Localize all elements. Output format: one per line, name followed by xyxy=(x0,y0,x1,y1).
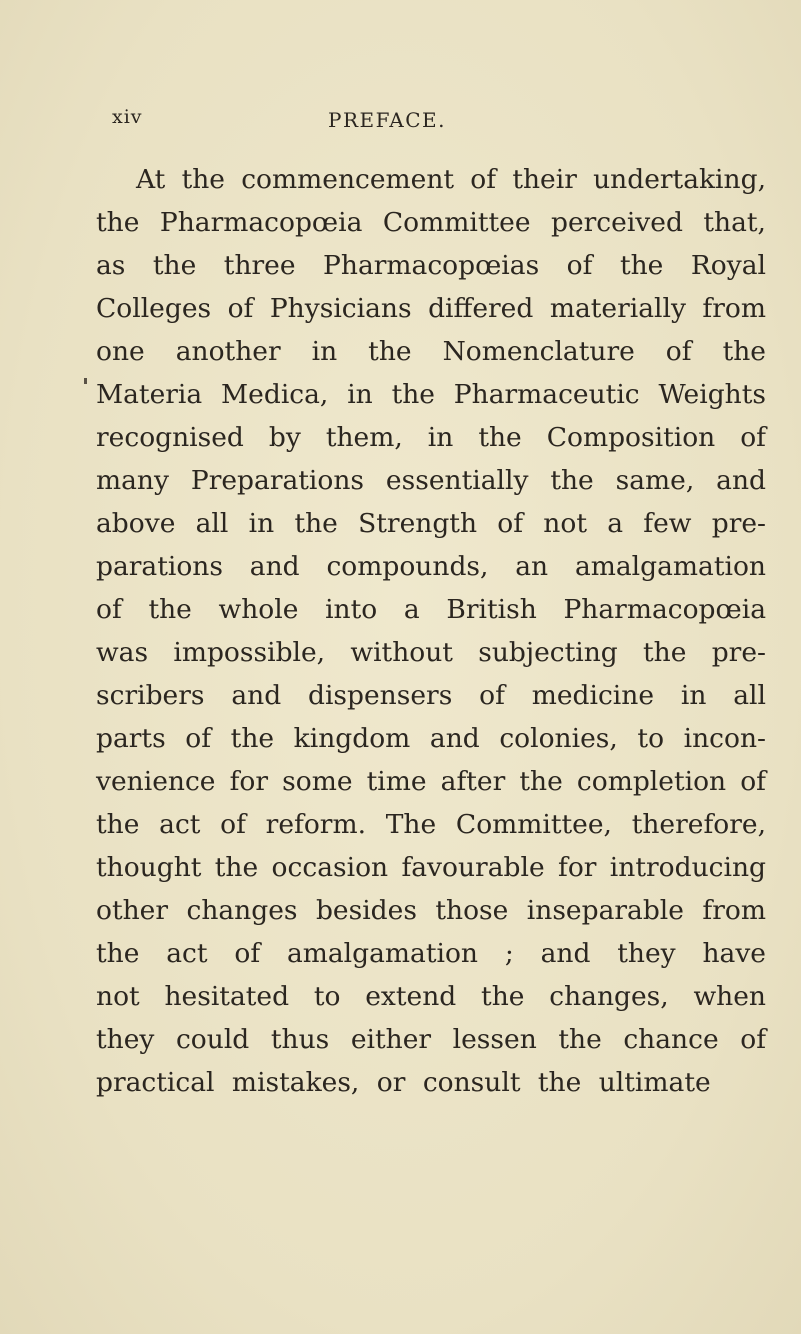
text-line: scribers and dispensers of medicine in all xyxy=(96,680,766,711)
text-line: not hesitated to extend the changes, when xyxy=(96,981,766,1012)
running-head: PREFACE. xyxy=(328,108,446,132)
text-line: of the whole into a British Pharmacopœia xyxy=(96,594,766,625)
page-number: xiv xyxy=(112,106,143,128)
text-line: parts of the kingdom and colonies, to incon- xyxy=(96,723,766,754)
text-line: the act of reform. The Committee, therefore, xyxy=(96,809,766,840)
text-line: the act of amalgamation ; and they have xyxy=(96,938,766,969)
text-line: above all in the Strength of not a few pre- xyxy=(96,508,766,539)
page-header xyxy=(0,106,801,146)
text-line: the Pharmacopœia Committee perceived that, xyxy=(96,207,766,238)
text-line: recognised by them, in the Composition of xyxy=(96,422,766,453)
text-line: venience for some time after the completion of xyxy=(96,766,766,797)
text-line: practical mistakes, or consult the ultimate xyxy=(96,1067,711,1098)
text-line: Materia Medica, in the Pharmaceutic Weights xyxy=(96,379,766,410)
text-line: was impossible, without subjecting the pre- xyxy=(96,637,766,668)
body-paragraph xyxy=(96,158,766,1104)
text-line: parations and compounds, an amalgamation xyxy=(96,551,766,582)
text-line: many Preparations essentially the same, and xyxy=(96,465,766,496)
text-line: one another in the Nomenclature of the xyxy=(96,336,766,367)
text-line: as the three Pharmacopœias of the Royal xyxy=(96,250,766,281)
text-line: thought the occasion favourable for introducing xyxy=(96,852,766,883)
text-line: other changes besides those inseparable from xyxy=(96,895,766,926)
margin-mark xyxy=(84,378,87,384)
text-line: Colleges of Physicians differed materially from xyxy=(96,293,766,324)
text-line: they could thus either lessen the chance of xyxy=(96,1024,766,1055)
text-line: At the commencement of their undertaking, xyxy=(136,164,766,195)
